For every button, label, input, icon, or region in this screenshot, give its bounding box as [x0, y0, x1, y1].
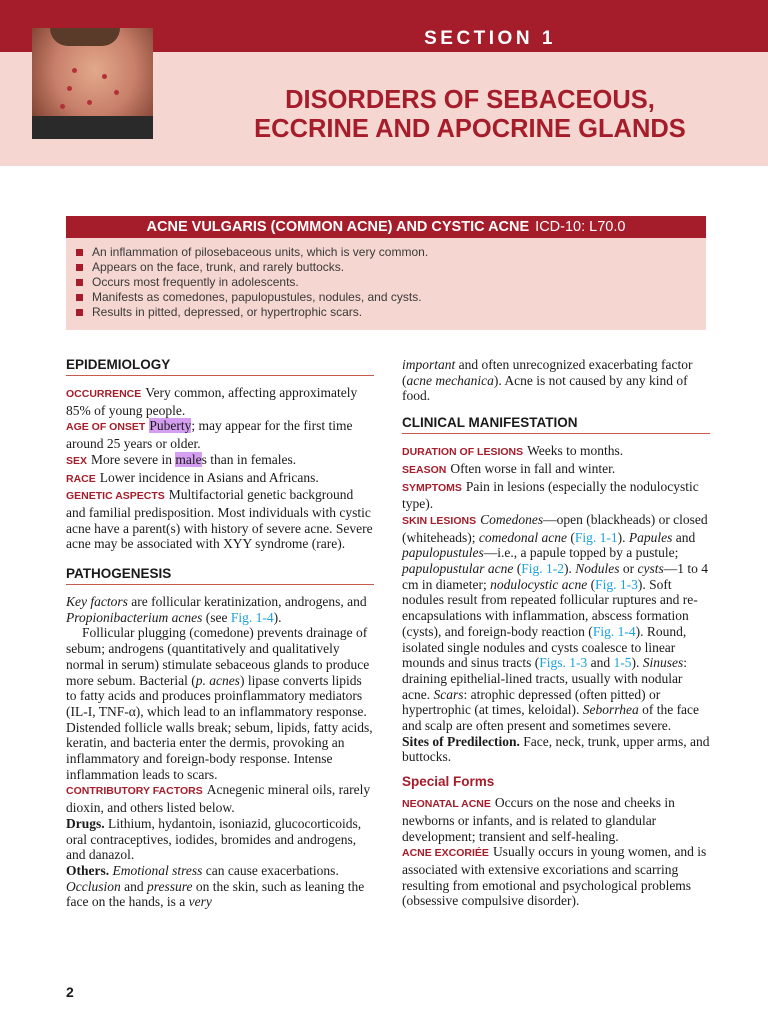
body-text: of the face and scalp are often present and sometimes severe.	[402, 702, 700, 734]
body-text: : atrophic depressed (often pitted) or hypertrophic (at times, keloidal).	[402, 686, 661, 718]
onset-text: ; may appear for the first time around 25 years or older.	[66, 418, 353, 452]
duration-keyword: DURATION OF LESIONS	[402, 446, 524, 459]
body-text: on the skin, such as leaning the face on the hands, is a	[66, 878, 365, 910]
icd-code: ICD-10: L70.0	[535, 219, 626, 235]
em-text: Scars	[433, 686, 464, 702]
page-number: 2	[66, 984, 74, 1000]
pathogenesis-paragraph	[66, 594, 374, 625]
race-paragraph	[66, 470, 374, 488]
figure-link[interactable]: Fig. 1-4	[230, 609, 274, 625]
body-text: (	[587, 576, 596, 592]
photo-lesion	[102, 74, 107, 79]
figure-link[interactable]: Fig. 1-3	[595, 576, 638, 592]
em-text: Propionibacterium acnes	[66, 609, 203, 625]
skin-lesions-paragraph	[402, 512, 710, 734]
summary-box	[66, 238, 706, 330]
photo-lesion	[114, 90, 119, 95]
body-text: ). Acne is not caused by any kind of food.	[402, 372, 688, 404]
em-text: papulopustular acne	[402, 561, 514, 577]
square-bullet-icon	[76, 309, 83, 316]
onset-paragraph	[66, 418, 374, 451]
topic-title: ACNE VULGARIS (COMMON ACNE) AND CYSTIC ACNE	[146, 219, 530, 235]
symptoms-keyword: SYMPTOMS	[402, 481, 462, 494]
clinical-heading: CLINICAL MANIFESTATION	[402, 415, 710, 434]
chapter-title-line: ECCRINE AND APOCRINE GLANDS	[254, 115, 686, 143]
figure-link[interactable]: Fig. 1-1	[574, 529, 618, 545]
em-text: p. acnes	[195, 672, 240, 688]
figure-link[interactable]: Figs. 1-3	[539, 655, 588, 671]
photo-lesion	[72, 68, 77, 73]
highlighted-text: Puberty	[149, 418, 192, 434]
genetic-paragraph	[66, 487, 374, 552]
contributory-paragraph	[66, 782, 374, 815]
body-text: or	[619, 561, 638, 577]
body-text: ).	[631, 655, 643, 671]
summary-text: Results in pitted, depressed, or hypertrophic scars.	[92, 305, 363, 319]
occurrence-text: Very common, affecting approximately 85% of young people.	[66, 385, 358, 418]
body-text: ).	[617, 529, 629, 545]
excoriee-paragraph	[402, 844, 710, 909]
figure-link[interactable]: Fig. 1-4	[592, 623, 636, 639]
body-text: (see	[202, 609, 231, 625]
neonatal-keyword: NEONATAL ACNE	[402, 798, 491, 811]
body-text: Usually occurs in young women, and is associated with extensive excoriations and scarring resulting from emotional and psychological problems (obsessive compulsive disorder).	[402, 844, 707, 909]
body-text: : draining epithelial-lined tracts, usually with nodular acne.	[402, 655, 688, 702]
contributory-keyword: CONTRIBUTORY FACTORS	[66, 785, 203, 798]
neonatal-paragraph	[402, 795, 710, 844]
right-column	[402, 357, 710, 909]
em-text: Key factors	[66, 594, 128, 610]
body-text: and often unrecognized exacerbating factor (	[402, 357, 693, 388]
em-text: cysts	[637, 561, 664, 577]
em-text: acne mechanica	[406, 372, 494, 388]
onset-keyword: AGE OF ONSET	[66, 421, 146, 434]
body-text: —1 to 4 cm in diameter;	[402, 561, 709, 592]
genetic-keyword: GENETIC ASPECTS	[66, 490, 165, 503]
em-text: Nodules	[575, 561, 620, 577]
square-bullet-icon	[76, 294, 83, 301]
body-text: (	[513, 561, 522, 577]
highlighted-text: male	[175, 451, 202, 467]
body-text: ) lipase converts lipids to fatty acids and produces proinflammatory mediators (IL-I, TNF-α), which lead to an inflammatory response. Distended follicle walls break; sebum, lipids, fatty acids, keratin, and bacteria enter the dermis, provoking an inflammatory and foreign-body response. Intense inflammation leads to scars.	[66, 672, 373, 782]
season-paragraph	[402, 461, 710, 479]
photo-hair	[50, 28, 120, 46]
summary-text: Manifests as comedones, papulopustules, nodules, and cysts.	[92, 290, 422, 304]
body-text: Weeks to months.	[527, 443, 624, 459]
square-bullet-icon	[76, 279, 83, 286]
em-text: pressure	[147, 878, 193, 894]
section-label: SECTION 1	[424, 28, 556, 49]
epidemiology-heading: EPIDEMIOLOGY	[66, 357, 374, 376]
sex-text: More severe in	[91, 451, 176, 467]
chapter-title	[170, 86, 768, 144]
body-text: Lithium, hydantoin, isoniazid, glucocorticoids, oral contraceptives, iodides, bromides and androgens, and danazol.	[66, 815, 362, 863]
body-text: (	[566, 529, 575, 545]
patient-photo	[32, 28, 153, 139]
occurrence-keyword: OCCURRENCE	[66, 388, 142, 400]
summary-list	[66, 238, 706, 320]
em-text: Occlusion	[66, 878, 121, 894]
sex-text: s than in females.	[201, 451, 297, 467]
continued-paragraph	[402, 357, 710, 404]
body-text: ).	[273, 609, 282, 625]
summary-item	[76, 275, 706, 290]
summary-text: An inflammation of pilosebaceous units, which is very common.	[92, 245, 429, 259]
body-text: Face, neck, trunk, upper arms, and buttocks.	[402, 733, 710, 765]
body-text: ). Round, isolated single nodules and cysts coalesce to linear mounds and sinus tracts (	[402, 623, 687, 671]
body-text: can cause exacerbations.	[202, 862, 339, 878]
others-paragraph	[66, 863, 374, 910]
em-text: Emotional stress	[112, 862, 203, 878]
body-text: are follicular keratinization, androgens, and	[127, 594, 367, 610]
photo-lesion	[67, 86, 72, 91]
em-text: Seborrhea	[582, 702, 639, 718]
em-text: papulopustules	[402, 545, 484, 561]
photo-lesion	[87, 100, 92, 105]
summary-item	[76, 290, 706, 305]
photo-shirt	[32, 116, 153, 139]
drugs-label: Drugs.	[66, 815, 105, 831]
duration-paragraph	[402, 443, 710, 461]
body-text: Pain in lesions (especially the nodulocystic type).	[402, 478, 699, 512]
body-text: —open (blackheads) or closed (whiteheads);	[402, 511, 708, 545]
em-text: Papules	[628, 529, 673, 545]
body-text: and	[672, 529, 696, 545]
body-text: and	[120, 878, 147, 894]
body-text: and	[587, 655, 614, 671]
special-forms-heading: Special Forms	[402, 774, 495, 790]
em-text: comedonal acne	[478, 529, 567, 545]
figure-link[interactable]: 1-5	[613, 655, 632, 671]
summary-item	[76, 305, 706, 320]
drugs-paragraph	[66, 816, 374, 863]
body-text: Follicular plugging (comedone) prevents drainage of sebum; androgens (quantitatively and qualitatively normal in serum) stimulate sebaceous glands to produce more sebum. Bacterial (	[66, 625, 370, 688]
em-text: Comedones	[480, 511, 544, 527]
summary-text: Occurs most frequently in adolescents.	[92, 275, 299, 289]
sex-keyword: SEX	[66, 454, 88, 467]
summary-item	[76, 260, 706, 275]
occurrence-paragraph	[66, 385, 374, 418]
body-text: ). Soft nodules result from repeated follicular ruptures and re-encapsulations with inflammation, abscess formation (cysts), and foreign-body reaction (	[402, 576, 698, 639]
body-text: ).	[564, 561, 576, 577]
summary-text: Appears on the face, trunk, and rarely buttocks.	[92, 260, 345, 274]
pathogenesis-heading: PATHOGENESIS	[66, 566, 374, 585]
body-text: —i.e., a papule topped by a pustule;	[483, 545, 679, 561]
em-text: Sinuses	[642, 655, 684, 671]
symptoms-paragraph	[402, 479, 710, 512]
topic-title-bar	[66, 216, 706, 238]
race-keyword: RACE	[66, 472, 96, 485]
left-column	[66, 354, 374, 910]
summary-item	[76, 245, 706, 260]
body-text: Acnegenic mineral oils, rarely dioxin, and others listed below.	[66, 782, 371, 816]
square-bullet-icon	[76, 264, 83, 271]
photo-lesion	[60, 104, 65, 109]
square-bullet-icon	[76, 249, 83, 256]
skin-lesions-keyword: SKIN LESIONS	[402, 514, 477, 527]
excoriee-keyword: ACNE EXCORIÉE	[402, 847, 489, 860]
others-label: Others.	[66, 862, 110, 878]
em-text: very	[188, 894, 212, 910]
pathogenesis-paragraph	[66, 625, 374, 782]
em-text: important	[402, 357, 456, 372]
body-text: Often worse in fall and winter.	[450, 460, 616, 476]
race-text: Lower incidence in Asians and Africans.	[99, 469, 319, 485]
figure-link[interactable]: Fig. 1-2	[521, 561, 565, 577]
sites-paragraph	[402, 734, 710, 765]
body-text: Occurs on the nose and cheeks in newborns or infants, and is related to glandular development; transient and self-healing.	[402, 795, 675, 844]
sites-label: Sites of Predilection.	[402, 733, 520, 749]
season-keyword: SEASON	[402, 463, 447, 476]
chapter-title-line: DISORDERS OF SEBACEOUS,	[285, 86, 655, 114]
genetic-text: Multifactorial genetic background and familial predisposition. Most individuals with cystic acne have a parent(s) with history of severe acne. Severe acne may be associated with XYY syndrome (rare).	[66, 487, 373, 552]
sex-paragraph	[66, 452, 374, 470]
em-text: nodulocystic acne	[490, 576, 588, 592]
